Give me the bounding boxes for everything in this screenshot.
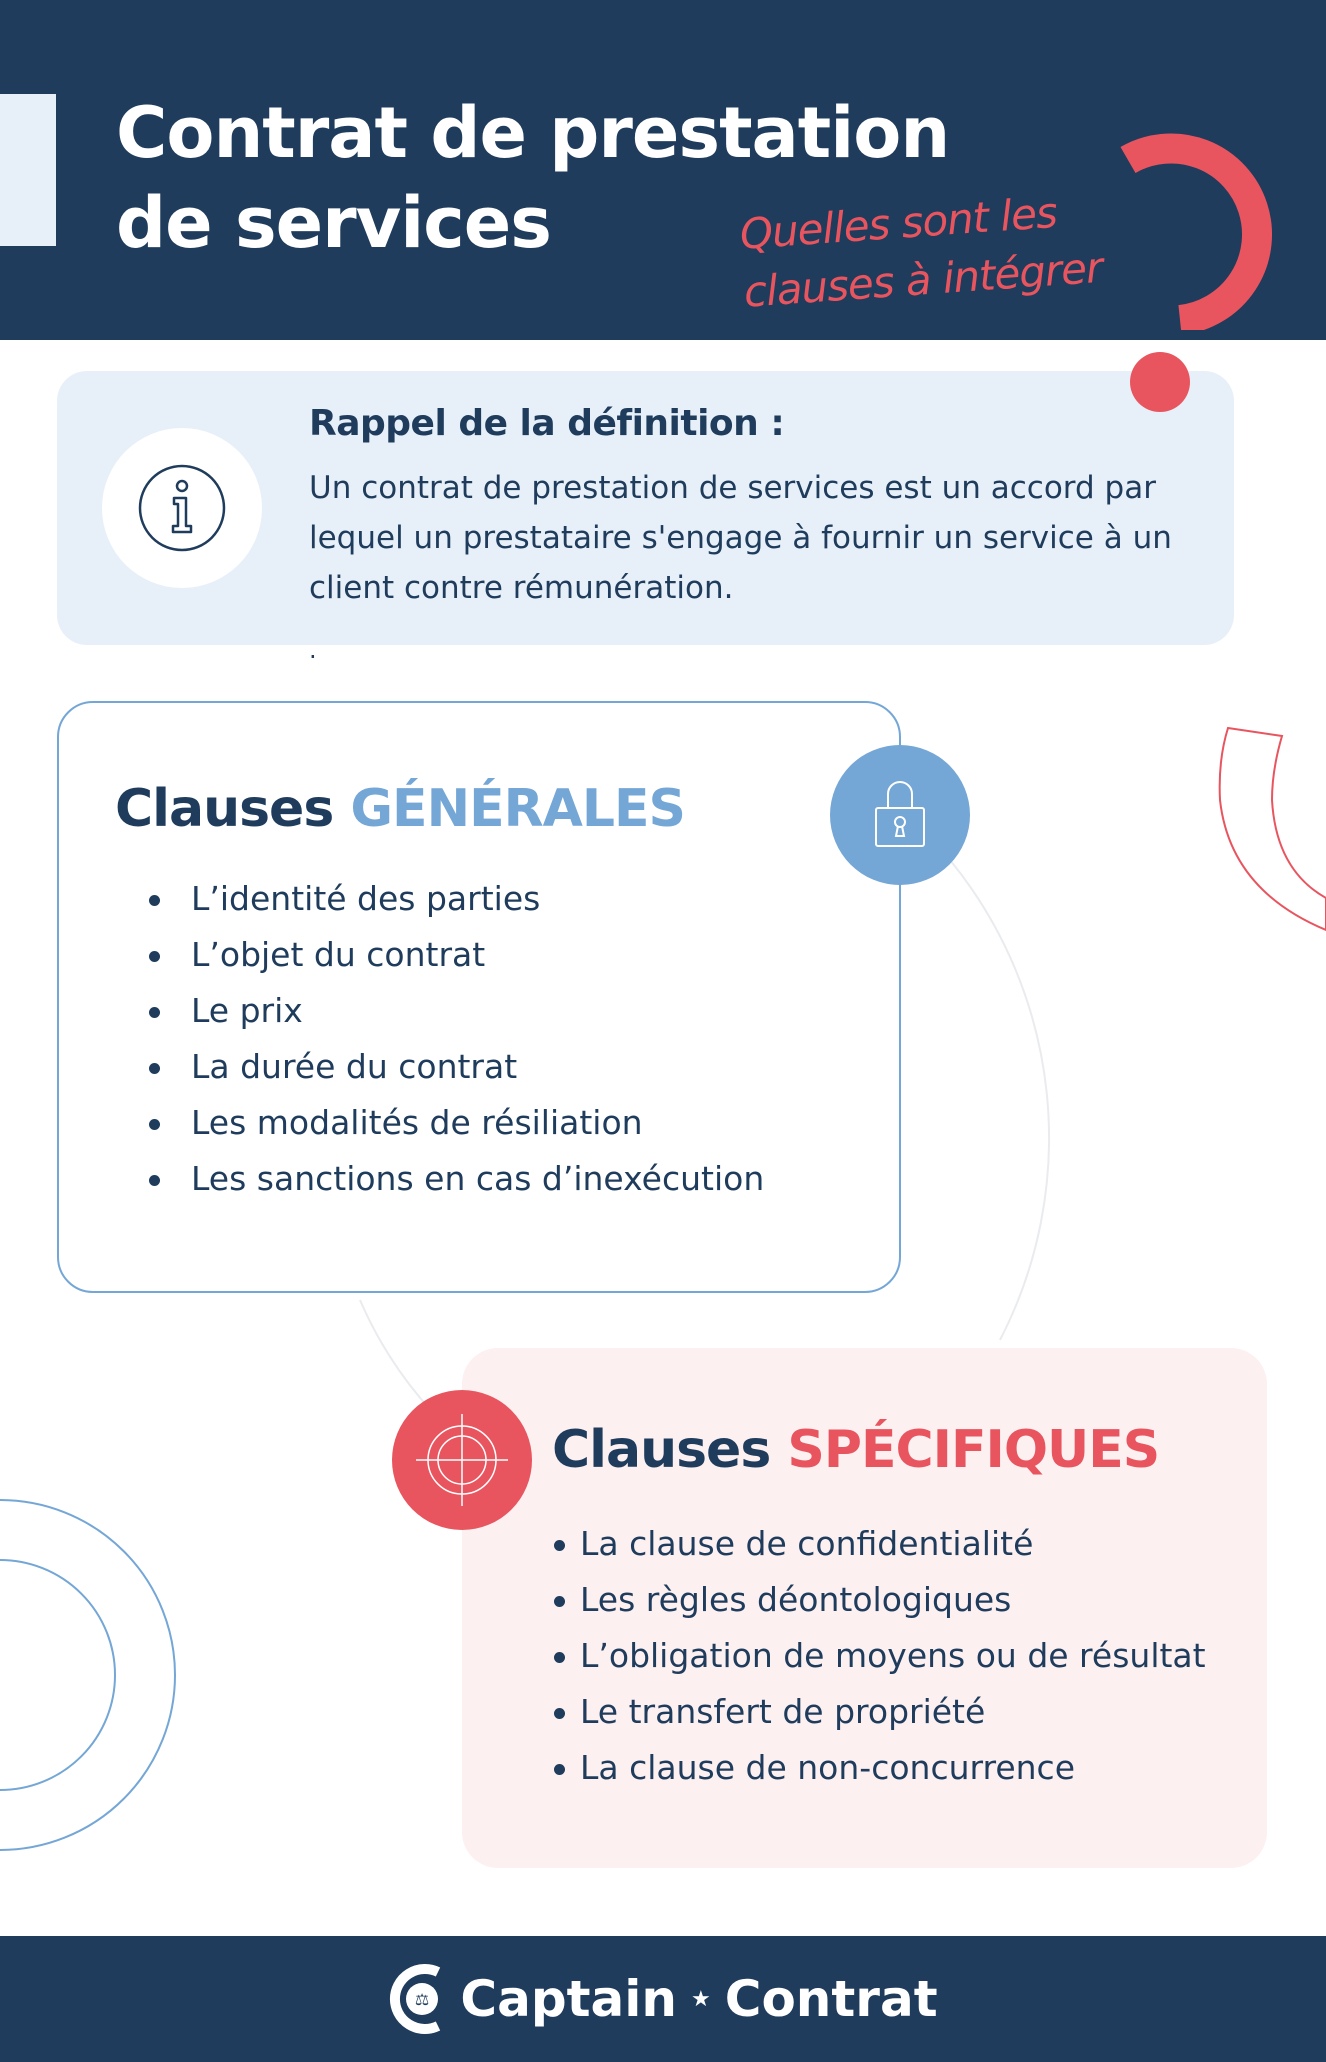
list-item: Les règles déontologiques bbox=[552, 1572, 1206, 1628]
lock-icon-circle bbox=[830, 745, 970, 885]
lock-icon bbox=[870, 780, 930, 850]
brand-name-part2: Contrat bbox=[724, 1970, 938, 2028]
list-item: L’identité des parties bbox=[137, 871, 764, 927]
list-item: La clause de confidentialité bbox=[552, 1516, 1206, 1572]
general-clauses-list bbox=[137, 871, 764, 1207]
blue-rings-decoration bbox=[0, 1490, 180, 1860]
red-arc-decoration bbox=[1100, 120, 1310, 330]
target-icon-circle bbox=[392, 1390, 532, 1530]
general-clauses-title bbox=[115, 779, 685, 839]
list-item: Le prix bbox=[137, 983, 764, 1039]
target-icon bbox=[412, 1410, 512, 1510]
list-item: Les sanctions en cas d’inexécution bbox=[137, 1151, 764, 1207]
list-item: L’obligation de moyens ou de résultat bbox=[552, 1628, 1206, 1684]
list-item: Les modalités de résiliation bbox=[137, 1095, 764, 1151]
red-outline-arc-decoration bbox=[1210, 720, 1326, 940]
definition-heading: Rappel de la définition : bbox=[309, 403, 785, 444]
captain-contrat-emblem-icon bbox=[388, 1964, 450, 2034]
info-icon-circle bbox=[102, 428, 262, 588]
title-line-2: de services bbox=[116, 182, 551, 264]
list-item: La durée du contrat bbox=[137, 1039, 764, 1095]
definition-text: Un contrat de prestation de services est un accord par lequel un prestataire s'engage à fournir un service à un client contre rémunération. bbox=[309, 470, 1172, 606]
info-icon bbox=[136, 462, 228, 554]
definition-box bbox=[57, 371, 1234, 664]
captain-contrat-logo[interactable] bbox=[388, 1964, 937, 2034]
general-clauses-card bbox=[57, 701, 901, 1293]
header-banner bbox=[0, 0, 1326, 340]
title-line-1: Contrat de prestation bbox=[116, 92, 950, 174]
title-prefix: Clauses bbox=[552, 1420, 771, 1480]
title-accent: GÉNÉRALES bbox=[350, 779, 686, 839]
svg-text:⚖: ⚖ bbox=[415, 1990, 430, 2009]
subtitle-line-2: clauses à intégrer bbox=[742, 242, 1104, 317]
list-item: Le transfert de propriété bbox=[552, 1684, 1206, 1740]
list-item: La clause de non-concurrence bbox=[552, 1740, 1206, 1796]
definition-trailing-dot: . bbox=[309, 636, 317, 664]
specific-clauses-list bbox=[552, 1516, 1206, 1796]
footer bbox=[0, 1936, 1326, 2062]
subtitle-line-1: Quelles sont les bbox=[738, 187, 1059, 259]
title-accent: SPÉCIFIQUES bbox=[787, 1420, 1160, 1480]
specific-clauses-card bbox=[462, 1348, 1267, 1868]
header-accent-bar bbox=[0, 94, 56, 246]
brand-name-part1: Captain bbox=[460, 1970, 678, 2028]
star-icon: ★ bbox=[691, 1986, 711, 2012]
red-dot-decoration bbox=[1130, 352, 1190, 412]
list-item: L’objet du contrat bbox=[137, 927, 764, 983]
title-prefix: Clauses bbox=[115, 779, 334, 839]
specific-clauses-title bbox=[552, 1420, 1159, 1480]
